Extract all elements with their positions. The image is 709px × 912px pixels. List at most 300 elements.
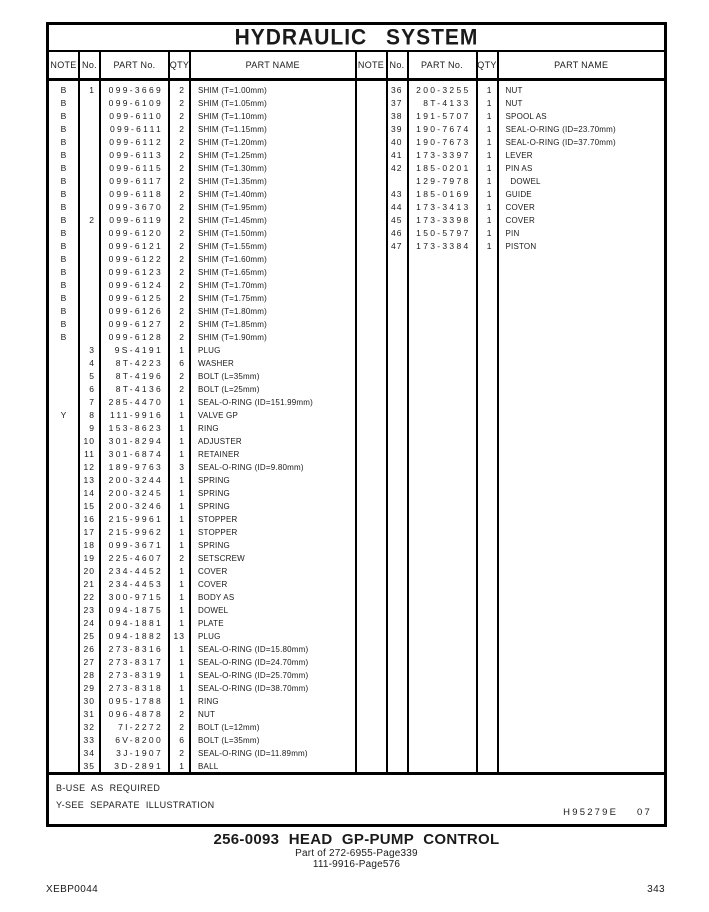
table-cell	[49, 539, 78, 552]
table-cell: BOLT (L=35mm)	[198, 736, 260, 745]
table-cell: 2	[179, 98, 185, 108]
footnotes-strip	[49, 772, 664, 824]
table-cell	[80, 227, 99, 240]
table-cell: 185-0201	[416, 163, 471, 173]
col-header-part-name: PART NAME	[245, 60, 300, 70]
table-cell	[357, 84, 386, 97]
table-cell: 185-0169	[416, 189, 471, 199]
table-cell: 099-3669	[108, 85, 163, 95]
table-cell	[49, 526, 78, 539]
table-cell: 150-5797	[416, 228, 471, 238]
table-cell: 1	[179, 696, 185, 706]
table-cell: 099-6109	[108, 98, 163, 108]
table-cell: 173-3384	[416, 241, 471, 251]
table-cell: SEAL-O-RING (ID=38.70mm)	[198, 684, 309, 693]
table-cell: 3D-2891	[114, 761, 163, 771]
table-cell: 2	[179, 254, 185, 264]
table-cell: 6	[89, 384, 95, 394]
table-cell: B	[60, 150, 67, 160]
drawing-reference	[563, 807, 652, 818]
table-cell: 31	[83, 709, 95, 719]
table-cell	[49, 565, 78, 578]
table-cell: SHIM (T=1.45mm)	[198, 216, 268, 225]
table-cell	[80, 136, 99, 149]
table-cell: 099-6119	[109, 215, 163, 225]
table-cell: 1	[179, 605, 185, 615]
table-cell: B	[60, 319, 67, 329]
table-cell	[357, 110, 386, 123]
table-cell: 16	[83, 514, 95, 524]
table-cell: B	[60, 176, 67, 186]
table-cell	[49, 357, 78, 370]
table-cell: 39	[391, 124, 403, 134]
table-cell: B	[60, 332, 67, 342]
parts-table-left-half	[49, 52, 357, 772]
table-cell: SHIM (T=1.75mm)	[198, 294, 268, 303]
table-cell: 173-3398	[416, 215, 471, 225]
table-cell: 17	[83, 527, 95, 537]
parts-table-right-half	[357, 52, 665, 772]
table-cell: 35	[83, 761, 95, 771]
table-cell	[357, 149, 386, 162]
table-cell	[357, 201, 386, 214]
table-cell: 1	[179, 449, 185, 459]
table-cell: 3	[89, 345, 95, 355]
table-cell: 191-5707	[416, 111, 471, 121]
table-cell: WASHER	[198, 359, 235, 368]
table-cell: 8T-4196	[115, 371, 163, 381]
table-cell	[80, 97, 99, 110]
table-header-left	[49, 52, 355, 81]
table-cell: 099-6123	[108, 267, 163, 277]
table-cell: 1	[179, 345, 185, 355]
table-cell: 2	[179, 319, 185, 329]
table-cell	[357, 240, 386, 253]
table-cell: PIN	[505, 229, 520, 238]
table-cell: PLUG	[198, 346, 221, 355]
column-note	[357, 81, 388, 772]
table-cell: 099-6125	[108, 293, 163, 303]
table-cell: SEAL-O-RING (ID=9.80mm)	[198, 463, 304, 472]
table-cell: B	[60, 228, 67, 238]
table-cell: B	[60, 98, 67, 108]
table-cell: 1	[486, 137, 493, 147]
table-cell: 173-3413	[416, 202, 471, 212]
table-cell: 129-7978	[416, 176, 471, 186]
table-cell	[80, 331, 99, 344]
table-cell: B	[60, 163, 67, 173]
table-cell: ADJUSTER	[198, 437, 242, 446]
table-cell: 099-6124	[108, 280, 163, 290]
table-cell: BALL	[198, 762, 219, 771]
table-cell: 20	[83, 566, 95, 576]
table-cell: NUT	[198, 710, 216, 719]
table-cell: 13	[173, 631, 185, 641]
table-cell: 273-8316	[108, 644, 163, 654]
table-cell: 1	[179, 436, 185, 446]
column-part-no	[409, 81, 478, 772]
table-cell: SETSCREW	[198, 554, 245, 563]
table-cell	[357, 175, 386, 188]
table-cell	[80, 292, 99, 305]
col-header-part-no: PART No.	[101, 52, 170, 78]
table-cell: 36	[391, 85, 403, 95]
footnote-b: B-USE AS REQUIRED	[56, 783, 161, 793]
table-cell: SHIM (T=1.40mm)	[198, 190, 268, 199]
table-cell: 1	[179, 644, 185, 654]
column-part-no	[101, 81, 170, 772]
table-cell: 1	[486, 228, 493, 238]
table-cell: 21	[83, 579, 95, 589]
table-cell: 2	[179, 293, 185, 303]
table-cell: COVER	[505, 203, 535, 212]
table-cell: SEAL-O-RING (ID=11.89mm)	[198, 749, 308, 758]
assembly-title: 256-0093 HEAD GP-PUMP CONTROL	[213, 831, 500, 848]
table-cell: 11	[84, 449, 95, 459]
table-cell: 18	[83, 540, 95, 550]
table-cell: 1	[179, 527, 185, 537]
table-cell: SPRING	[198, 489, 230, 498]
table-cell	[49, 396, 78, 409]
table-cell: B	[60, 189, 67, 199]
table-cell: 2	[179, 163, 185, 173]
table-cell: 200-3244	[108, 475, 163, 485]
table-cell	[80, 162, 99, 175]
table-cell: SEAL-O-RING (ID=15.80mm)	[198, 645, 309, 654]
table-cell: 1	[179, 670, 185, 680]
table-cell	[357, 162, 386, 175]
table-cell: SHIM (T=1.30mm)	[198, 164, 268, 173]
table-cell: 1	[179, 397, 185, 407]
table-cell	[49, 734, 78, 747]
table-cell: 200-3255	[416, 85, 471, 95]
table-cell: 8T-4223	[115, 358, 163, 368]
table-cell: 38	[391, 111, 403, 121]
table-cell: GUIDE	[505, 190, 532, 199]
table-cell	[49, 747, 78, 760]
table-cell: 23	[83, 605, 95, 615]
table-cell: B	[60, 137, 67, 147]
table-cell: 46	[391, 228, 403, 238]
table-cell: SHIM (T=1.80mm)	[198, 307, 268, 316]
table-cell: 099-6121	[108, 241, 163, 251]
table-cell: 096-4878	[108, 709, 163, 719]
table-cell: 2	[179, 215, 185, 225]
table-cell: SHIM (T=1.00mm)	[198, 86, 268, 95]
table-cell: PLATE	[198, 619, 224, 628]
table-cell: 099-6112	[109, 137, 163, 147]
table-cell: SEAL-O-RING (ID=23.70mm)	[505, 125, 616, 134]
table-cell: SEAL-O-RING (ID=151.99mm)	[198, 398, 314, 407]
table-cell: LEVER	[505, 151, 533, 160]
table-cell: VALVE GP	[198, 411, 238, 420]
table-cell: 3J-1907	[116, 748, 163, 758]
table-cell: 22	[83, 592, 95, 602]
table-cell: SHIM (T=1.65mm)	[198, 268, 268, 277]
table-cell: 2	[179, 85, 185, 95]
table-cell: 2	[179, 722, 185, 732]
table-cell: 2	[179, 111, 185, 121]
column-no	[388, 81, 409, 772]
table-cell: 2	[179, 202, 185, 212]
table-cell: 1	[179, 566, 185, 576]
table-cell: Y	[60, 410, 67, 420]
table-cell: 45	[391, 215, 403, 225]
table-cell: 1	[486, 189, 493, 199]
table-header-right	[357, 52, 665, 81]
table-cell	[49, 669, 78, 682]
table-cell: 1	[89, 85, 95, 95]
column-note	[49, 81, 80, 772]
table-cell: 2	[179, 176, 185, 186]
table-cell: RING	[198, 424, 219, 433]
table-cell: SHIM (T=1.35mm)	[198, 177, 268, 186]
table-cell: B	[60, 202, 67, 212]
table-cell: 094-1882	[108, 631, 163, 641]
table-cell: 1	[486, 202, 493, 212]
footnote-y: Y-SEE SEPARATE ILLUSTRATION	[56, 800, 215, 810]
table-cell: 1	[179, 657, 185, 667]
table-cell: 111-9916	[109, 410, 163, 420]
table-cell: 6	[179, 735, 185, 745]
table-cell	[49, 695, 78, 708]
table-cell	[49, 344, 78, 357]
table-cell	[49, 656, 78, 669]
table-cell	[357, 97, 386, 110]
table-cell: 13	[83, 475, 95, 485]
table-cell: SHIM (T=1.25mm)	[198, 151, 268, 160]
table-cell: COVER	[198, 567, 228, 576]
table-cell: 1	[179, 579, 185, 589]
table-cell: B	[60, 124, 67, 134]
table-cell: 43	[391, 189, 403, 199]
document-code: XEBP0044	[46, 884, 99, 895]
table-cell	[49, 591, 78, 604]
table-cell: 1	[486, 85, 493, 95]
table-cell: 099-6118	[109, 189, 163, 199]
table-cell: 7	[89, 397, 95, 407]
table-cell: 5	[89, 371, 95, 381]
page-caption	[46, 831, 667, 870]
table-cell: SPRING	[198, 502, 230, 511]
drawing-revision: 07	[637, 807, 652, 818]
table-cell	[49, 383, 78, 396]
table-cell: 215-9962	[108, 527, 163, 537]
col-header-qty: QTY	[170, 52, 191, 78]
table-cell	[49, 422, 78, 435]
table-cell: 7I-2272	[118, 722, 163, 732]
table-cell: 2	[179, 280, 185, 290]
table-cell: SEAL-O-RING (ID=37.70mm)	[505, 138, 616, 147]
table-cell: SEAL-O-RING (ID=24.70mm)	[198, 658, 309, 667]
table-cell	[357, 214, 386, 227]
table-cell: 34	[83, 748, 95, 758]
table-cell: SPRING	[198, 476, 230, 485]
table-cell	[49, 461, 78, 474]
table-cell: 2	[179, 267, 185, 277]
table-cell: 099-3671	[108, 540, 163, 550]
table-cell: BOLT (L=12mm)	[198, 723, 260, 732]
table-cell: 190-7673	[416, 137, 471, 147]
table-cell	[49, 617, 78, 630]
table-cell: B	[60, 280, 67, 290]
table-cell	[80, 175, 99, 188]
table-cell	[80, 110, 99, 123]
column-part-name	[191, 81, 355, 772]
table-cell: 099-6113	[109, 150, 163, 160]
table-cell: 200-3246	[108, 501, 163, 511]
table-cell: 189-9763	[108, 462, 163, 472]
table-cell: 234-4452	[108, 566, 163, 576]
table-cell: 2	[89, 215, 95, 225]
table-cell: SHIM (T=1.55mm)	[198, 242, 268, 251]
table-cell: SHIM (T=1.15mm)	[198, 125, 268, 134]
table-cell: 8	[89, 410, 95, 420]
table-cell: 2	[179, 150, 185, 160]
table-cell: 32	[83, 722, 95, 732]
table-cell: BOLT (L=35mm)	[198, 372, 260, 381]
table-cell: PIN AS	[505, 164, 533, 173]
table-cell: 215-9961	[108, 514, 163, 524]
col-header-part-no: PART No.	[409, 52, 478, 78]
table-cell: 1	[486, 176, 493, 186]
table-cell	[80, 123, 99, 136]
table-cell: B	[60, 254, 67, 264]
table-cell: 173-3397	[416, 150, 471, 160]
table-cell	[80, 318, 99, 331]
column-part-name	[499, 81, 665, 772]
table-cell: 44	[391, 202, 403, 212]
table-cell: 234-4453	[108, 579, 163, 589]
parts-table	[49, 52, 664, 772]
table-cell: SHIM (T=1.50mm)	[198, 229, 268, 238]
table-cell: 099-6111	[109, 124, 163, 134]
table-cell: 1	[179, 423, 185, 433]
table-cell: 1	[486, 163, 493, 173]
table-cell: 2	[179, 709, 185, 719]
table-cell	[49, 435, 78, 448]
table-cell	[49, 513, 78, 526]
table-cell: 15	[83, 501, 95, 511]
table-cell: 099-6110	[109, 111, 163, 121]
table-cell: SHIM (T=1.90mm)	[198, 333, 268, 342]
table-cell: 30	[83, 696, 95, 706]
table-cell	[49, 630, 78, 643]
table-cell	[49, 448, 78, 461]
table-cell: 1	[179, 540, 185, 550]
table-cell: SHIM (T=1.85mm)	[198, 320, 268, 329]
table-cell: COVER	[505, 216, 535, 225]
table-cell	[49, 682, 78, 695]
table-cell: RETAINER	[198, 450, 240, 459]
table-cell: 1	[179, 618, 185, 628]
table-cell	[49, 760, 78, 772]
table-cell: 47	[391, 241, 403, 251]
table-cell: 1	[179, 501, 185, 511]
table-cell: B	[60, 306, 67, 316]
page-title: HYDRAULIC SYSTEM	[234, 24, 479, 50]
table-cell: 1	[179, 475, 185, 485]
table-cell	[80, 253, 99, 266]
table-cell: SHIM (T=1.70mm)	[198, 281, 268, 290]
table-cell: 094-1875	[108, 605, 163, 615]
table-cell	[49, 708, 78, 721]
table-cell: 12	[83, 462, 95, 472]
table-cell: 28	[83, 670, 95, 680]
table-cell: 1	[179, 592, 185, 602]
table-cell	[357, 188, 386, 201]
table-cell: SEAL-O-RING (ID=25.70mm)	[198, 671, 309, 680]
valve-gp-ref: 111-9916-Page576	[312, 859, 401, 870]
table-cell	[80, 266, 99, 279]
table-cell	[49, 370, 78, 383]
table-cell	[80, 201, 99, 214]
table-cell	[49, 721, 78, 734]
table-cell: 225-4607	[108, 553, 163, 563]
table-cell: 2	[179, 748, 185, 758]
table-cell: B	[60, 241, 67, 251]
table-cell	[49, 578, 78, 591]
table-cell: SPOOL AS	[505, 112, 547, 121]
table-cell: 1	[486, 98, 493, 108]
table-cell: 2	[179, 371, 185, 381]
table-cell: 099-6120	[108, 228, 163, 238]
col-header-no: No.	[388, 52, 409, 78]
table-cell: 1	[486, 241, 493, 251]
column-qty	[170, 81, 191, 772]
table-body-right	[357, 81, 665, 772]
table-cell: 094-1881	[108, 618, 163, 628]
table-cell: 273-8317	[108, 657, 163, 667]
table-cell	[357, 227, 386, 240]
table-cell: 285-4470	[108, 397, 163, 407]
table-cell: BODY AS	[198, 593, 235, 602]
table-cell: RING	[198, 697, 219, 706]
table-cell: 2	[179, 241, 185, 251]
table-cell: 37	[391, 98, 403, 108]
table-cell: 099-6127	[108, 319, 163, 329]
table-cell	[49, 500, 78, 513]
table-cell: 190-7674	[416, 124, 471, 134]
table-border-frame	[46, 22, 667, 827]
table-cell: 2	[179, 306, 185, 316]
table-cell: 2	[179, 137, 185, 147]
table-cell	[80, 240, 99, 253]
table-cell	[49, 604, 78, 617]
col-header-qty: QTY	[478, 52, 499, 78]
table-cell: 099-6126	[108, 306, 163, 316]
table-cell: 9	[89, 423, 95, 433]
table-cell: 6	[179, 358, 185, 368]
table-cell: 2	[179, 553, 185, 563]
table-cell: 41	[391, 150, 403, 160]
drawing-code: H95279E	[563, 807, 619, 818]
table-cell: SHIM (T=1.60mm)	[198, 255, 268, 264]
table-cell	[80, 279, 99, 292]
table-cell: 301-6874	[108, 449, 163, 459]
table-cell: 9S-4191	[114, 345, 163, 355]
table-cell: 8T-4133	[423, 98, 471, 108]
table-cell: B	[60, 85, 67, 95]
table-cell: 6V-8200	[115, 735, 163, 745]
table-cell: NUT	[505, 86, 523, 95]
table-cell: 10	[83, 436, 95, 446]
page-number: 343	[647, 884, 665, 895]
table-cell: 2	[179, 124, 185, 134]
table-cell: 1	[486, 111, 493, 121]
table-cell: SHIM (T=1.95mm)	[198, 203, 268, 212]
table-cell: DOWEL	[505, 177, 541, 186]
